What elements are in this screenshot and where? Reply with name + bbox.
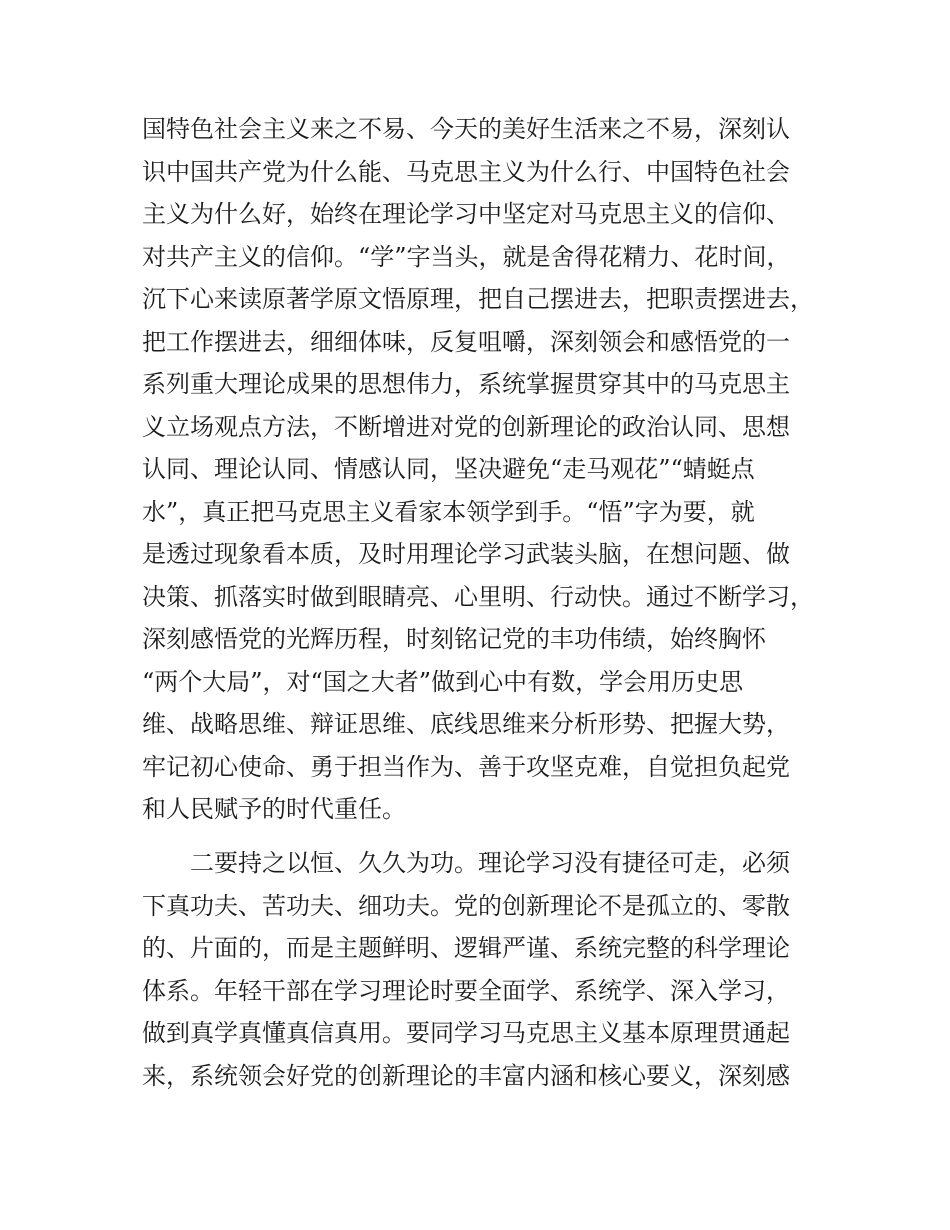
paragraph-line: 主义为什么好，始终在理论学习中坚定对马克思主义的信仰、 [142,200,790,228]
paragraph-line: 维、战略思维、辩证思维、底线思维来分析形势、把握大势， [142,710,790,738]
paragraph-line: 水”，真正把马克思主义看家本领学到手。“悟”字为要，就 [142,497,755,526]
paragraph-line: 认同、理论认同、情感认同，坚决避免“走马观花”“蜻蜓点 [142,455,755,483]
paragraph-line: 义立场观点方法，不断增进对党的创新理论的政治认同、思想 [142,412,790,441]
paragraph-2 [142,842,822,1097]
paragraph-line: 是透过现象看本质，及时用理论学习武装头脑，在想问题、做 [142,540,790,568]
paragraph-line: 国特色社会主义来之不易、今天的美好生活来之不易，深刻认 [142,115,790,143]
paragraph-line: 来，系统领会好党的创新理论的丰富内涵和核心要义，深刻感 [142,1061,790,1090]
paragraph-line: 二要持之以恒、久久为功。理论学习没有捷径可走，必须 [142,849,790,877]
paragraph-line: 深刻感悟党的光辉历程，时刻铭记党的丰功伟绩，始终胸怀 [142,625,766,653]
paragraph-line: 沉下心来读原著学原文悟原理，把自己摆进去，把职责摆进去， [142,285,814,313]
paragraph-line: 做到真学真懂真信真用。要同学习马克思主义基本原理贯通起 [142,1019,790,1047]
paragraph-1 [142,108,822,831]
paragraph-line: 的、片面的，而是主题鲜明、逻辑严谨、系统完整的科学理论 [142,934,790,962]
paragraph-line: 系列重大理论成果的思想伟力，系统掌握贯穿其中的马克思主 [142,370,790,398]
paragraph-line: 决策、抓落实时做到眼睛亮、心里明、行动快。通过不断学习， [142,582,814,611]
paragraph-line: 把工作摆进去，细细体味，反复咀嚼，深刻领会和感悟党的一 [142,327,790,356]
paragraph-line: 牢记初心使命、勇于担当作为、善于攻坚克难，自觉担负起党 [142,752,790,781]
paragraph-line: 对共产主义的信仰。“学”字当头，就是舍得花精力、花时间， [142,242,791,271]
paragraph-line: 体系。年轻干部在学习理论时要全面学、系统学、深入学习， [142,976,790,1005]
paragraph-line: 识中国共产党为什么能、马克思主义为什么行、中国特色社会 [142,157,790,186]
paragraph-line: “两个大局”，对“国之大者”做到心中有数，学会用历史思 [142,667,744,696]
paragraph-line: 和人民赋予的时代重任。 [142,795,406,823]
paragraph-line: 下真功夫、苦功夫、细功夫。党的创新理论不是孤立的、零散 [142,891,790,920]
